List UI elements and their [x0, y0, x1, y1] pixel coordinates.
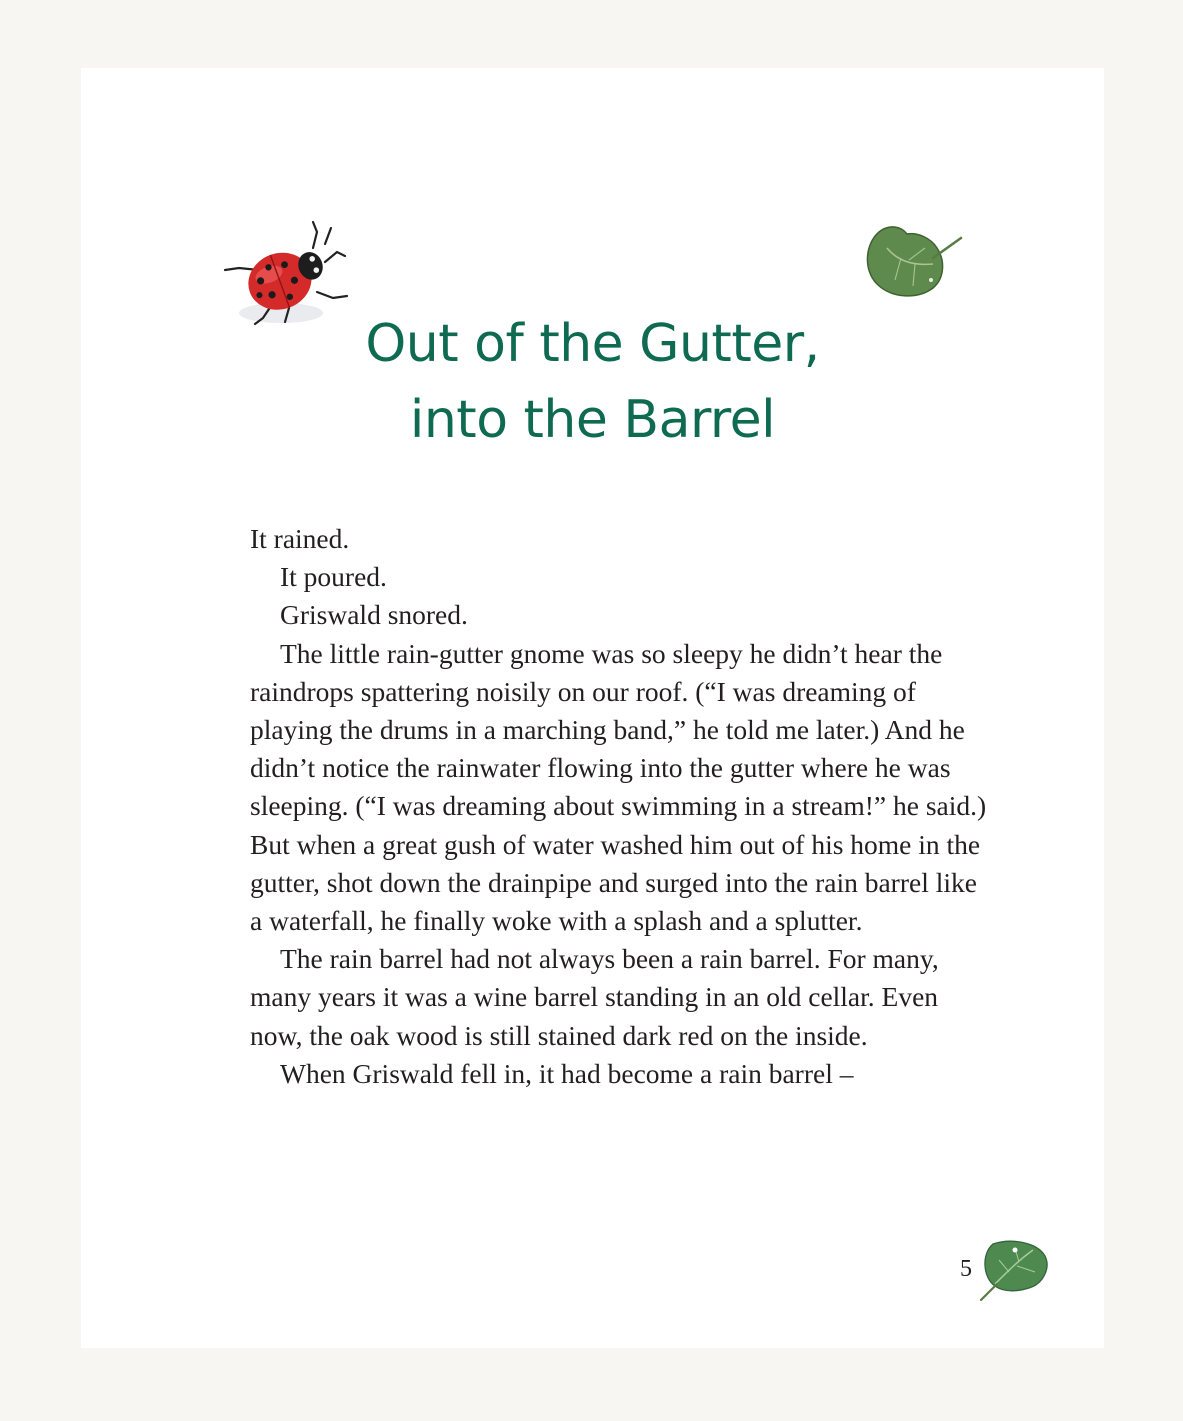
book-page: [81, 68, 1104, 1348]
chapter-title: [81, 306, 1104, 458]
chapter-body: [250, 520, 994, 1093]
chapter-title-line-1: Out of the Gutter,: [365, 314, 820, 374]
paragraph: It poured.: [280, 561, 387, 593]
paragraph: Griswald snored.: [280, 599, 468, 631]
paragraph: When Griswald fell in, it had become a rain barrel –: [280, 1057, 854, 1089]
leaf-icon: [971, 1238, 1051, 1304]
leaf-icon: [861, 218, 971, 308]
chapter-title-line-2: into the Barrel: [409, 390, 776, 450]
paragraph: The little rain-gutter gnome was so sleepy he didn’t hear the raindrops spattering noisily on our roof. (“I was dreaming of playing the drums in a marching band,” he told me later.) And he didn’t notice the rainwater flowing into the gutter where he was sleeping. (“I was dreaming about swimming in a stream!” he said.) But when a great gush of water washed him out of his home in the gutter, shot down the drainpipe and surged into the rain barrel like a waterfall, he finally woke with a splash and a splutter.: [250, 637, 994, 937]
page-number: 5: [960, 1256, 972, 1282]
paragraph: The rain barrel had not always been a rain barrel. For many, many years it was a wine barrel standing in an old cellar. Even now, the oak wood is still stained dark red on the inside.: [250, 943, 946, 1051]
paragraph: It rained.: [250, 523, 350, 554]
